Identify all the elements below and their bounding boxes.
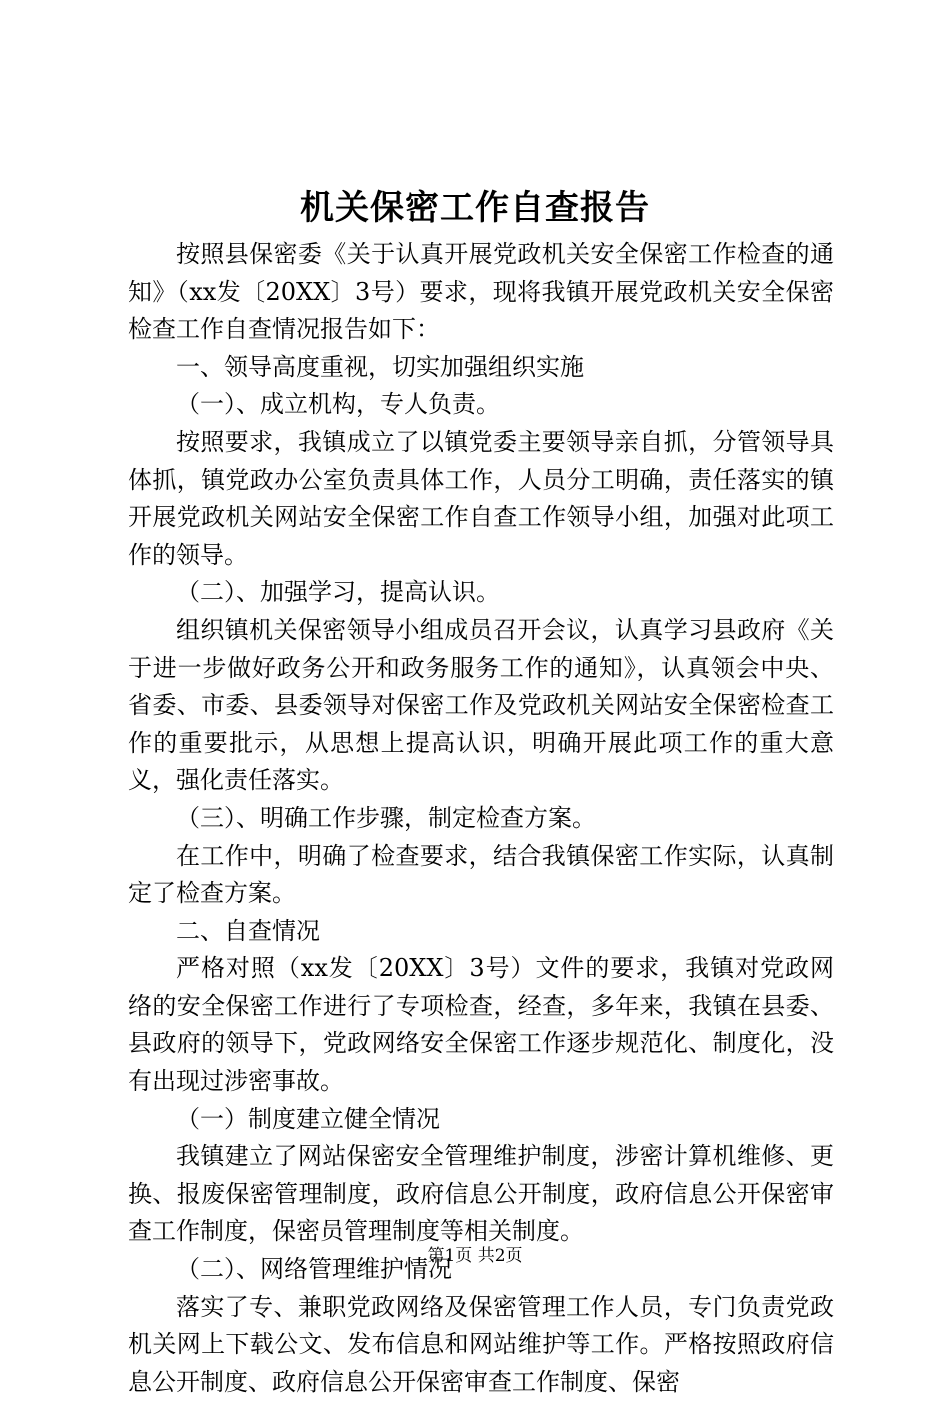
paragraph-1-2: 组织镇机关保密领导小组成员召开会议，认真学习县政府《关于进一步做好政务公开和政务服务工作的通知》，认真领会中央、省委、市委、县委领导对保密工作及党政机关网站安全保密检查工作的重要批示，从思想上提高认识，明确开展此项工作的重大意义，强化责任落实。 <box>128 615 834 795</box>
paragraph-1-1: 按照要求，我镇成立了以镇党委主要领导亲自抓，分管领导具体抓，镇党政办公室负责具体工作，人员分工明确，责任落实的镇开展党政机关网站安全保密工作自查工作领导小组，加强对此项工作的领导。 <box>128 427 834 569</box>
document-title: 机关保密工作自查报告 <box>300 188 650 228</box>
paragraph-1-3: 在工作中，明确了检查要求，结合我镇保密工作实际，认真制定了检查方案。 <box>128 841 834 908</box>
subheading-1-3: （三）、明确工作步骤，制定检查方案。 <box>176 803 596 832</box>
page-number: 第1页 共2页 <box>427 1246 523 1266</box>
subheading-1-1: （一）、成立机构，专人负责。 <box>176 390 500 419</box>
paragraph-2-intro: 严格对照（xx发〔20XX〕3号）文件的要求，我镇对党政网络的安全保密工作进行了专项检查，经查，多年来，我镇在县委、县政府的领导下，党政网络安全保密工作逐步规范化、制度化，没有出现过涉密事故。 <box>128 954 834 1096</box>
subheading-2-1: （一）制度建立健全情况 <box>176 1104 440 1133</box>
paragraph-intro: 按照县保密委《关于认真开展党政机关安全保密工作检查的通知》（xx发〔20XX〕3号）要求，现将我镇开展党政机关安全保密检查工作自查情况报告如下： <box>128 240 834 344</box>
heading-section-1: 一、领导高度重视，切实加强组织实施 <box>176 352 584 381</box>
subheading-1-2: （二）、加强学习，提高认识。 <box>176 578 500 607</box>
heading-section-2: 二、自查情况 <box>176 916 320 945</box>
paragraph-2-1: 我镇建立了网站保密安全管理维护制度，涉密计算机维修、更换、报废保密管理制度，政府信息公开制度，政府信息公开保密审查工作制度，保密员管理制度等相关制度。 <box>128 1142 834 1246</box>
paragraph-2-2: 落实了专、兼职党政网络及保密管理工作人员，专门负责党政机关网上下载公文、发布信息和网站维护等工作。严格按照政府信息公开制度、政府信息公开保密审查工作制度、保密 <box>128 1292 834 1396</box>
document-body <box>128 236 834 1401</box>
subheading-2-2: （二）、网络管理维护情况 <box>176 1255 452 1284</box>
